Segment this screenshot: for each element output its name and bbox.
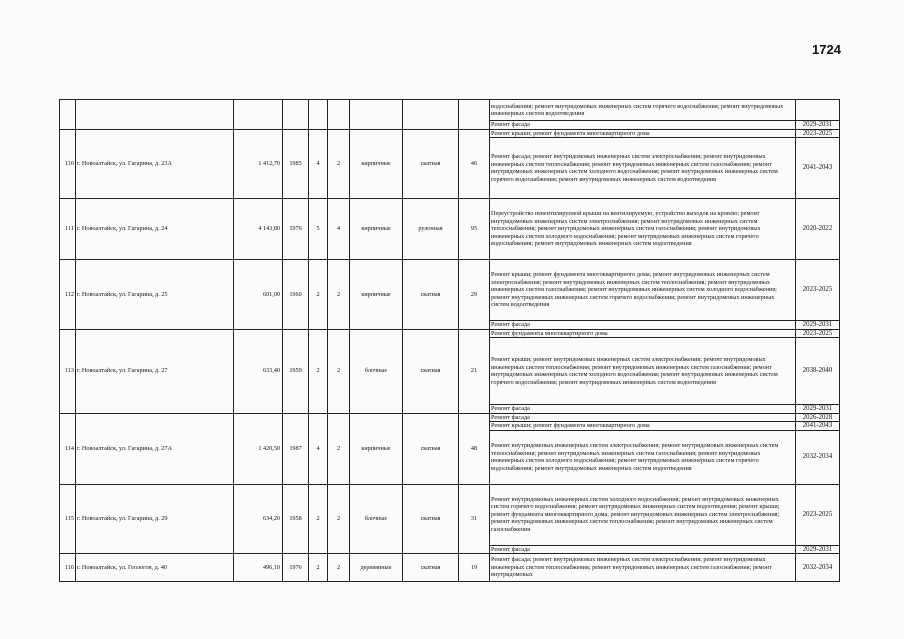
table-row: [60, 413, 840, 422]
walls-material-cell: кирпичные: [350, 129, 403, 199]
address-cell: г. Новоалтайск, ул. Гагарина, д. 24: [76, 199, 234, 260]
work-period-cell: 2032-2034: [796, 430, 840, 484]
repair-schedule-table: [59, 99, 840, 582]
walls-material-cell: кирпичные: [350, 260, 403, 330]
roof-type-cell: скатная: [403, 484, 459, 554]
table-row: [60, 129, 840, 138]
walls-material-cell: блочные: [350, 329, 403, 413]
area-cell: 633,40: [234, 329, 283, 413]
floors-cell: 2: [309, 260, 328, 330]
work-description-cell: Ремонт фасада: [490, 545, 796, 554]
work-description-cell: Ремонт фасада; ремонт внутридомовых инженерных систем электроснабжения; ремонт внутридомовых инженерных систем теплоснабжения; ремонт внутридомовых инженерных систем газоснабжения; ремонт внутридомовых: [490, 554, 796, 582]
area-cell: [234, 100, 283, 130]
address-cell: [76, 100, 234, 130]
year-cell: 1976: [283, 554, 309, 582]
walls-material-cell: блочные: [350, 484, 403, 554]
row-number: [60, 100, 76, 130]
entrances-cell: 4: [328, 199, 350, 260]
year-cell: 1987: [283, 413, 309, 484]
year-cell: 1985: [283, 129, 309, 199]
apartments-cell: 21: [459, 329, 490, 413]
entrances-cell: 2: [328, 484, 350, 554]
row-number: 111: [60, 199, 76, 260]
work-description-cell: Ремонт фасада; ремонт внутридомовых инженерных систем электроснабжения; ремонт внутридомовых инженерных систем теплоснабжения; ремонт внутридомовых инженерных систем газоснабжения; ремонт внутридомовых инженерных систем холодного водоснабжения; ремонт внутридомовых инженерных систем горячего водоснабжения; ремонт внутридомовых инженерных систем водоотведения: [490, 138, 796, 199]
floors-cell: 2: [309, 329, 328, 413]
row-number: 112: [60, 260, 76, 330]
work-description-cell: Ремонт фундамента многоквартирного дома: [490, 329, 796, 338]
roof-type-cell: скатная: [403, 129, 459, 199]
work-description-cell: Ремонт крыши; ремонт фундамента многоквартирного дома: [490, 422, 796, 431]
roof-type-cell: скатная: [403, 413, 459, 484]
entrances-cell: 2: [328, 129, 350, 199]
area-cell: 601,00: [234, 260, 283, 330]
year-cell: 1959: [283, 329, 309, 413]
address-cell: г. Новоалтайск, ул. Гагарина, д. 27: [76, 329, 234, 413]
entrances-cell: 2: [328, 413, 350, 484]
area-cell: 1 412,70: [234, 129, 283, 199]
roof-type-cell: скатная: [403, 260, 459, 330]
area-cell: 634,20: [234, 484, 283, 554]
work-period-cell: 2041-2043: [796, 422, 840, 431]
row-number: 114: [60, 413, 76, 484]
work-period-cell: 2023-2025: [796, 484, 840, 545]
floors-cell: 2: [309, 554, 328, 582]
address-cell: г. Новоалтайск, ул. Гагарина, д. 27А: [76, 413, 234, 484]
table-row: [60, 199, 840, 260]
entrances-cell: 2: [328, 260, 350, 330]
work-period-cell: 2026-2028: [796, 413, 840, 422]
floors-cell: 4: [309, 413, 328, 484]
roof-type-cell: рулонная: [403, 199, 459, 260]
row-number: 113: [60, 329, 76, 413]
row-number: 115: [60, 484, 76, 554]
work-description-cell: Ремонт крыши; ремонт внутридомовых инженерных систем электроснабжения; ремонт внутридомовых инженерных систем теплоснабжения; ремонт внутридомовых инженерных систем газоснабжения; ремонт внутридомовых инженерных систем холодного водоснабжения; ремонт внутридомовых инженерных систем горячего водоснабжения; ремонт внутридомовых инженерных систем водоотведения: [490, 338, 796, 405]
work-description-cell: Ремонт крыши; ремонт фундамента многоквартирного дома; ремонт внутридомовых инженерных систем электроснабжения; ремонт внутридомовых инженерных систем теплоснабжения; ремонт внутридомовых инженерных систем газоснабжения; ремонт внутридомовых инженерных систем холодного водоснабжения; ремонт внутридомовых инженерных систем горячего водоснабжения; ремонт внутридомовых инженерных систем водоотведения: [490, 260, 796, 321]
work-period-cell: 2029-2031: [796, 121, 840, 130]
walls-material-cell: [350, 100, 403, 130]
area-cell: 4 143,80: [234, 199, 283, 260]
work-period-cell: 2041-2043: [796, 138, 840, 199]
page-number: 1724: [812, 42, 841, 57]
roof-type-cell: [403, 100, 459, 130]
floors-cell: 4: [309, 129, 328, 199]
floors-cell: 2: [309, 484, 328, 554]
walls-material-cell: деревянные: [350, 554, 403, 582]
work-period-cell: 2038-2040: [796, 338, 840, 405]
apartments-cell: 46: [459, 129, 490, 199]
apartments-cell: 31: [459, 484, 490, 554]
work-description-cell: Ремонт внутридомовых инженерных систем электроснабжения; ремонт внутридомовых инженерных систем теплоснабжения; ремонт внутридомовых инженерных систем газоснабжения; ремонт внутридомовых инженерных систем холодного водоснабжения; ремонт внутридомовых инженерных систем горячего водоснабжения; ремонт внутридомовых инженерных систем водоотведения: [490, 430, 796, 484]
work-description-cell: Ремонт фасада: [490, 413, 796, 422]
work-period-cell: 2023-2025: [796, 129, 840, 138]
floors-cell: [309, 100, 328, 130]
work-description-cell: Ремонт фасада: [490, 121, 796, 130]
entrances-cell: [328, 100, 350, 130]
address-cell: г. Новоалтайск, ул. Гагарина, д. 23А: [76, 129, 234, 199]
work-period-cell: 2020-2022: [796, 199, 840, 260]
address-cell: г. Новоалтайск, ул. Гагарина, д. 25: [76, 260, 234, 330]
work-description-cell: Ремонт внутридомовых инженерных систем холодного водоснабжения; ремонт внутридомовых инженерных систем горячего водоснабжения; ремонт внутридомовых инженерных систем водоотведения; ремонт крыши; ремонт фундамента многоквартирного дома; ремонт внутридомовых инженерных систем электроснабжения; ремонт внутридомовых инженерных систем теплоснабжения; ремонт внутридомовых инженерных систем газоснабжения: [490, 484, 796, 545]
row-number: 116: [60, 554, 76, 582]
year-cell: 1960: [283, 260, 309, 330]
work-description-cell: Ремонт крыши; ремонт фундамента многоквартирного дома: [490, 129, 796, 138]
address-cell: г. Новоалтайск, ул. Геологов, д. 40: [76, 554, 234, 582]
table-body: [60, 100, 840, 582]
work-period-cell: 2029-2031: [796, 545, 840, 554]
work-period-cell: 2029-2031: [796, 405, 840, 414]
year-cell: 1976: [283, 199, 309, 260]
walls-material-cell: кирпичные: [350, 413, 403, 484]
apartments-cell: 29: [459, 260, 490, 330]
roof-type-cell: скатная: [403, 329, 459, 413]
entrances-cell: 2: [328, 329, 350, 413]
entrances-cell: 2: [328, 554, 350, 582]
year-cell: 1958: [283, 484, 309, 554]
address-cell: г. Новоалтайск, ул. Гагарина, д. 29: [76, 484, 234, 554]
row-number: 110: [60, 129, 76, 199]
table-row: [60, 554, 840, 582]
work-period-cell: 2032-2034: [796, 554, 840, 582]
work-period-cell: 2023-2025: [796, 260, 840, 321]
area-cell: 496,10: [234, 554, 283, 582]
work-description-cell: водоснабжения; ремонт внутридомовых инженерных систем горячего водоснабжения; ремонт внутридомовых инженерных систем водоотведения: [490, 100, 796, 121]
work-description-cell: Ремонт фасада: [490, 321, 796, 330]
work-period-cell: [796, 100, 840, 121]
walls-material-cell: кирпичные: [350, 199, 403, 260]
year-cell: [283, 100, 309, 130]
area-cell: 1 420,50: [234, 413, 283, 484]
roof-type-cell: скатная: [403, 554, 459, 582]
table-row: [60, 260, 840, 321]
table-row: [60, 329, 840, 338]
work-period-cell: 2023-2025: [796, 329, 840, 338]
apartments-cell: 19: [459, 554, 490, 582]
apartments-cell: 95: [459, 199, 490, 260]
work-description-cell: Ремонт фасада: [490, 405, 796, 414]
table-row: [60, 484, 840, 545]
floors-cell: 5: [309, 199, 328, 260]
table-row: [60, 100, 840, 121]
work-description-cell: Переустройство невентилируемой крыши на вентилируемую, устройство выходов на кровлю; ремонт внутридомовых инженерных систем электроснабжения; ремонт внутридомовых инженерных систем теплоснабжения; ремонт внутридомовых инженерных систем газоснабжения; ремонт внутридомовых инженерных систем холодного водоснабжения; ремонт внутридомовых инженерных систем горячего водоснабжения; ремонт внутридомовых инженерных систем водоотведения: [490, 199, 796, 260]
apartments-cell: [459, 100, 490, 130]
apartments-cell: 48: [459, 413, 490, 484]
work-period-cell: 2029-2031: [796, 321, 840, 330]
